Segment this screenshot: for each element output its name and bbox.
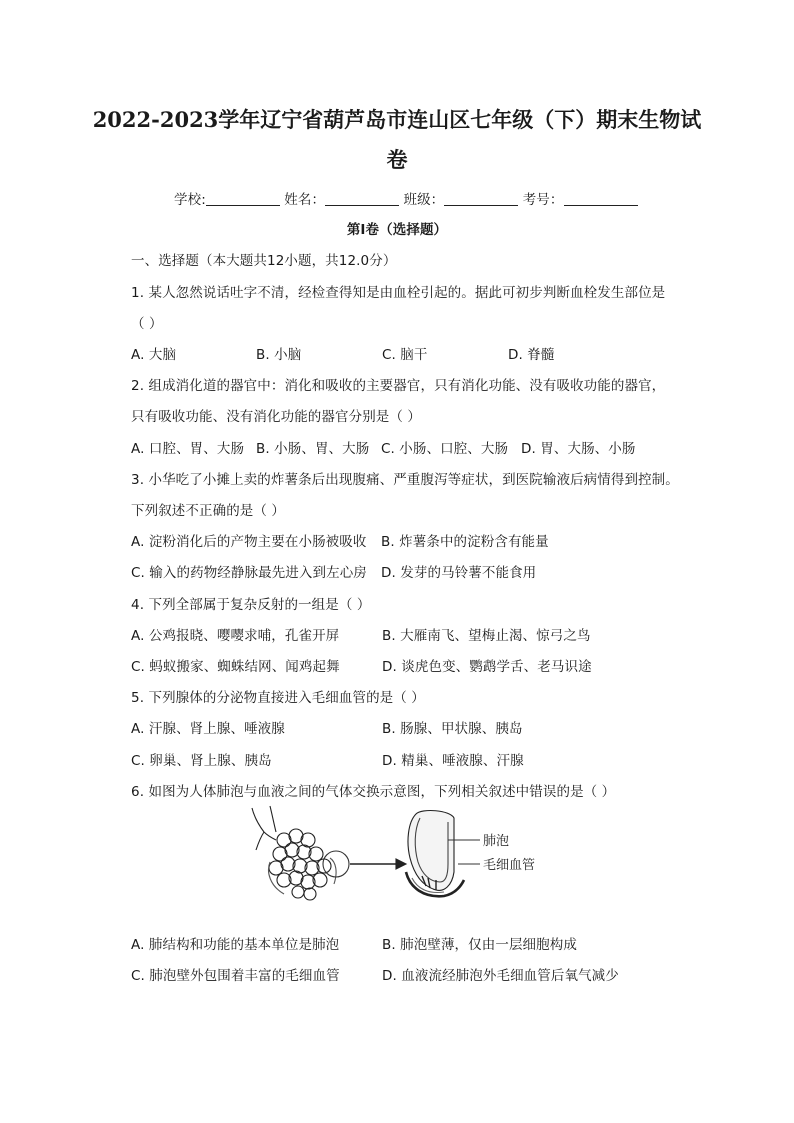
- name-label: 姓名：: [284, 192, 326, 208]
- question-5-option-a[interactable]: A. 汗腺、肾上腺、唾液腺: [131, 721, 285, 737]
- question-4-option-d[interactable]: D. 谈虎色变、鹦鹉学舌、老马识途: [382, 659, 592, 675]
- question-6-option-d[interactable]: D. 血液流经肺泡外毛细血管后氧气减少: [382, 968, 619, 984]
- question-2-stem: 2. 组成消化道的器官中：消化和吸收的主要器官，只有消化功能、没有吸收功能的器官，: [131, 378, 666, 394]
- alveoli-cluster-icon: [269, 829, 337, 900]
- bronchiole-icon: [252, 806, 276, 850]
- question-2-stem-cont: 只有吸收功能、没有消化功能的器官分别是（ ）: [131, 409, 421, 425]
- class-blank[interactable]: [444, 191, 518, 206]
- school-blank[interactable]: [206, 191, 280, 206]
- question-6-option-b[interactable]: B. 肺泡壁薄，仅由一层细胞构成: [382, 937, 577, 953]
- question-3-option-d[interactable]: D. 发芽的马铃薯不能食用: [381, 565, 537, 581]
- question-5-option-c[interactable]: C. 卵巢、肾上腺、胰岛: [131, 753, 272, 769]
- question-1-option-b[interactable]: B. 小脑: [256, 347, 302, 363]
- question-1-option-a[interactable]: A. 大脑: [131, 347, 177, 363]
- exam-number-blank[interactable]: [564, 191, 638, 206]
- question-6-option-c[interactable]: C. 肺泡壁外包围着丰富的毛细血管: [131, 968, 340, 984]
- exam-number-label: 考号：: [522, 192, 564, 208]
- question-2-option-b[interactable]: B. 小肠、胃、大肠: [256, 441, 370, 457]
- question-6-stem: 6. 如图为人体肺泡与血液之间的气体交换示意图，下列相关叙述中错误的是（ ）: [131, 784, 616, 800]
- question-1-stem: 1. 某人忽然说话吐字不清，经检查得知是由血栓引起的。据此可初步判断血栓发生部位是: [131, 285, 666, 301]
- label-alveolus: 肺泡: [483, 834, 510, 849]
- question-3-stem: 3. 小华吃了小摊上卖的炸薯条后出现腹痛、严重腹泻等症状，到医院输液后病情得到控制。: [131, 472, 679, 488]
- name-blank[interactable]: [325, 191, 399, 206]
- question-3-option-b[interactable]: B. 炸薯条中的淀粉含有能量: [381, 534, 549, 550]
- label-capillary: 毛细血管: [483, 858, 536, 873]
- student-info-line: [174, 188, 638, 208]
- question-4-option-c[interactable]: C. 蚂蚁搬家、蜘蛛结网、闻鸡起舞: [131, 659, 340, 675]
- page-title: 2022-2023学年辽宁省葫芦岛市连山区七年级（下）期末生物试: [92, 107, 702, 132]
- school-label: 学校:: [174, 192, 206, 208]
- question-1-option-c[interactable]: C. 脑干: [382, 347, 428, 363]
- question-2-option-c[interactable]: C. 小肠、口腔、大肠: [381, 441, 509, 457]
- section-title: 第I卷（选择题）: [346, 222, 448, 238]
- question-4-stem: 4. 下列全部属于复杂反射的一组是（ ）: [131, 597, 371, 613]
- alveoli-gas-exchange-figure: [240, 802, 560, 910]
- question-1-stem-cont: （ ）: [131, 316, 163, 332]
- question-3-stem-cont: 下列叙述不正确的是（ ）: [131, 503, 285, 519]
- alveolus-enlarged-icon: [406, 811, 464, 897]
- question-5-option-d[interactable]: D. 精巢、唾液腺、汗腺: [382, 753, 524, 769]
- question-6-option-a[interactable]: A. 肺结构和功能的基本单位是肺泡: [131, 937, 340, 953]
- question-2-option-d[interactable]: D. 胃、大肠、小肠: [521, 441, 636, 457]
- question-5-stem: 5. 下列腺体的分泌物直接进入毛细血管的是（ ）: [131, 690, 425, 706]
- part-heading: 一、选择题（本大题共12小题，共12.0分）: [131, 253, 397, 269]
- page-title-continued: 卷: [386, 147, 408, 172]
- question-3-option-c[interactable]: C. 输入的药物经静脉最先进入到左心房: [131, 565, 367, 581]
- question-4-option-a[interactable]: A. 公鸡报晓、嘤嘤求哺，孔雀开屏: [131, 628, 340, 644]
- question-5-option-b[interactable]: B. 肠腺、甲状腺、胰岛: [382, 721, 523, 737]
- question-2-option-a[interactable]: A. 口腔、胃、大肠: [131, 441, 245, 457]
- question-1-option-d[interactable]: D. 脊髓: [508, 347, 555, 363]
- class-label: 班级：: [403, 192, 445, 208]
- question-4-option-b[interactable]: B. 大雁南飞、望梅止渴、惊弓之鸟: [382, 628, 591, 644]
- question-3-option-a[interactable]: A. 淀粉消化后的产物主要在小肠被吸收: [131, 534, 367, 550]
